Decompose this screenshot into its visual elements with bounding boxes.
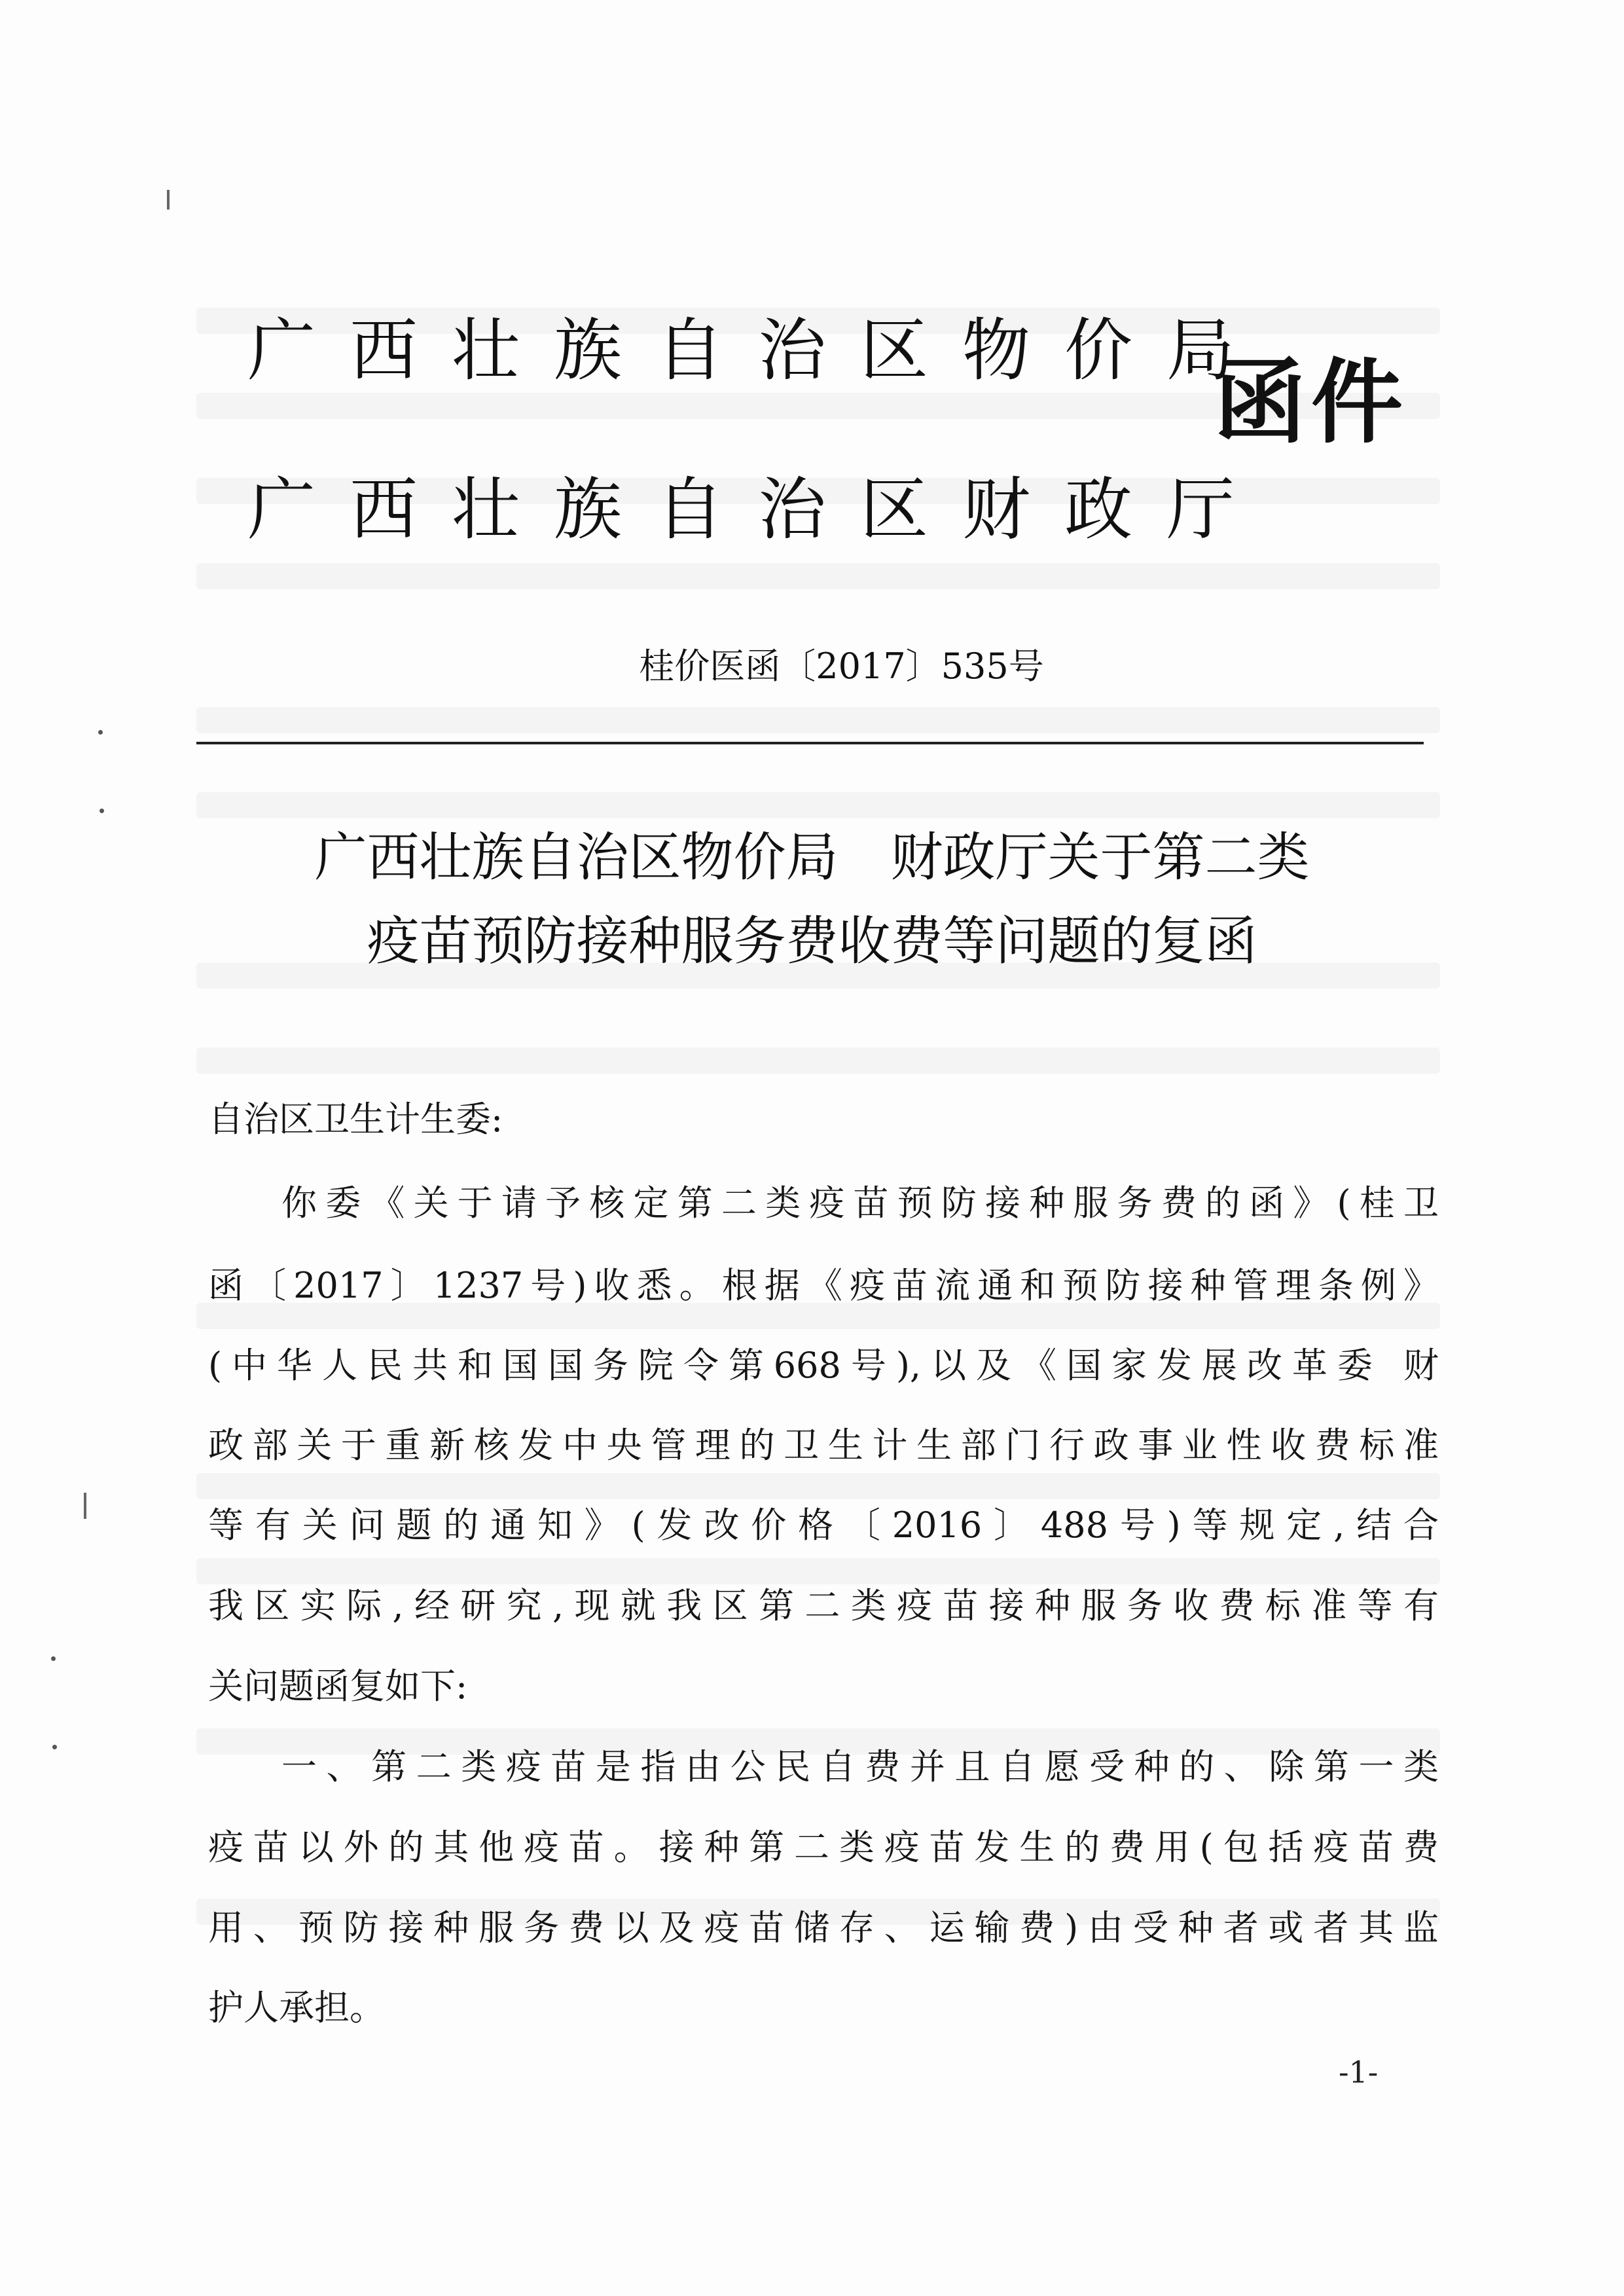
body-line: 我区实际,经研究,现就我区第二类疫苗接种服务收费标准等有 [208,1585,1439,1626]
bleed-through-mark [196,1473,1440,1499]
document-type-label: 函件 [1214,349,1409,456]
body-line: 等有关问题的通知》(发改价格〔2016〕488号)等规定,结合 [208,1504,1439,1546]
body-line: 用、预防接种服务费以及疫苗储存、运输费)由受种者或者其监 [208,1907,1439,1948]
scan-speck [98,730,103,735]
body-line: 疫苗以外的其他疫苗。接种第二类疫苗发生的费用(包括疫苗费 [208,1827,1439,1868]
body-line: 政部关于重新核发中央管理的卫生计生部门行政事业性收费标准 [208,1425,1439,1466]
body-line: 你委《关于请予核定第二类疫苗预防接种服务费的函》(桂卫 [281,1182,1439,1224]
document-title-line-2: 疫苗预防接种服务费收费等问题的复函 [367,911,1257,972]
scan-speck [167,190,170,210]
page-number: -1- [1339,2054,1379,2090]
bleed-through-mark [196,707,1440,733]
sender-agency-2: 广西壮族自治区财政厅 [247,469,1269,549]
header-divider [196,742,1424,744]
body-line: 护人承担。 [208,1987,385,2028]
body-line: 一、第二类疫苗是指由公民自费并且自愿受种的、除第一类 [281,1746,1439,1787]
bleed-through-mark [196,563,1440,589]
scan-speck [99,809,104,813]
bleed-through-mark [196,1048,1440,1074]
scan-speck [52,1745,57,1749]
bleed-through-mark [196,792,1440,818]
body-line: 函〔2017〕1237号)收悉。根据《疫苗流通和预防接种管理条例》 [208,1265,1439,1306]
sender-agency-1: 广西壮族自治区物价局 [247,310,1269,390]
addressee: 自治区卫生计生委: [208,1099,503,1140]
document-title-line-1: 广西壮族自治区物价局 财政厅关于第二类 [314,827,1310,888]
scan-speck [51,1656,56,1661]
document-number: 桂价医函〔2017〕535号 [639,646,1044,687]
body-line: 关问题函复如下: [208,1666,468,1707]
scan-speck [84,1493,86,1519]
body-line: (中华人民共和国国务院令第668号),以及《国家发展改革委 财 [208,1345,1439,1386]
